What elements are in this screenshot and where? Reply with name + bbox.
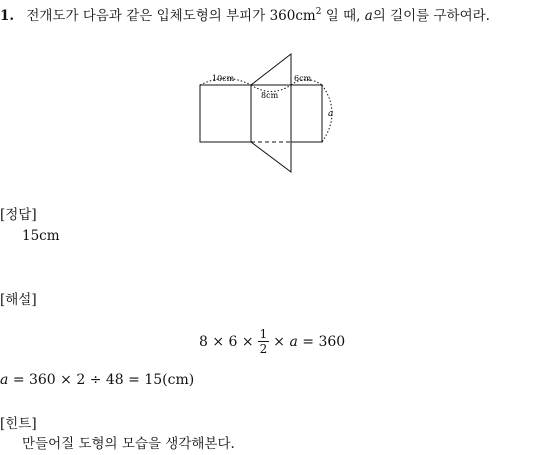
hint-heading: [힌트]	[0, 416, 37, 432]
equation-variable: a	[289, 333, 298, 350]
fraction-denominator: 2	[259, 342, 268, 356]
dim-label-middle: 8cm	[261, 91, 279, 100]
equation-fraction	[258, 328, 270, 355]
equation-prefix: 8 × 6 ×	[199, 333, 254, 350]
problem-number: 1.	[0, 8, 15, 24]
solution-equation	[199, 328, 345, 355]
dim-label-left: 10cm	[212, 74, 235, 83]
net-triangle-bottom	[251, 142, 291, 172]
net-face-left	[200, 85, 251, 142]
solution-line-2	[0, 372, 194, 388]
answer-value: 15cm	[22, 228, 60, 244]
net-triangle-top	[251, 54, 291, 85]
solution-heading: [해설]	[0, 292, 37, 308]
problem-text-1: 전개도가 다음과 같은 입체도형의 부피가	[26, 8, 266, 24]
equation-result: = 360	[302, 333, 346, 350]
volume-value: 360cm	[269, 8, 316, 24]
dim-label-side: a	[328, 109, 334, 119]
problem-text-3: 의 길이를 구하여라.	[372, 8, 490, 24]
dim-label-right: 6cm	[294, 74, 312, 83]
volume-exponent: 2	[315, 7, 322, 17]
fraction-numerator: 1	[259, 327, 268, 341]
problem-text-2: 일 때,	[325, 8, 361, 24]
net-diagram	[190, 48, 350, 178]
line2-variable: a	[0, 372, 9, 388]
answer-heading: [정답]	[0, 207, 37, 223]
problem-variable: a	[364, 8, 373, 24]
line2-expression: = 360 × 2 ÷ 48 = 15(cm)	[12, 372, 195, 388]
problem-statement	[0, 4, 532, 28]
net-face-right	[291, 85, 322, 142]
hint-text: 만들어질 도형의 모습을 생각해본다.	[22, 436, 235, 452]
equation-times: ×	[273, 333, 286, 350]
